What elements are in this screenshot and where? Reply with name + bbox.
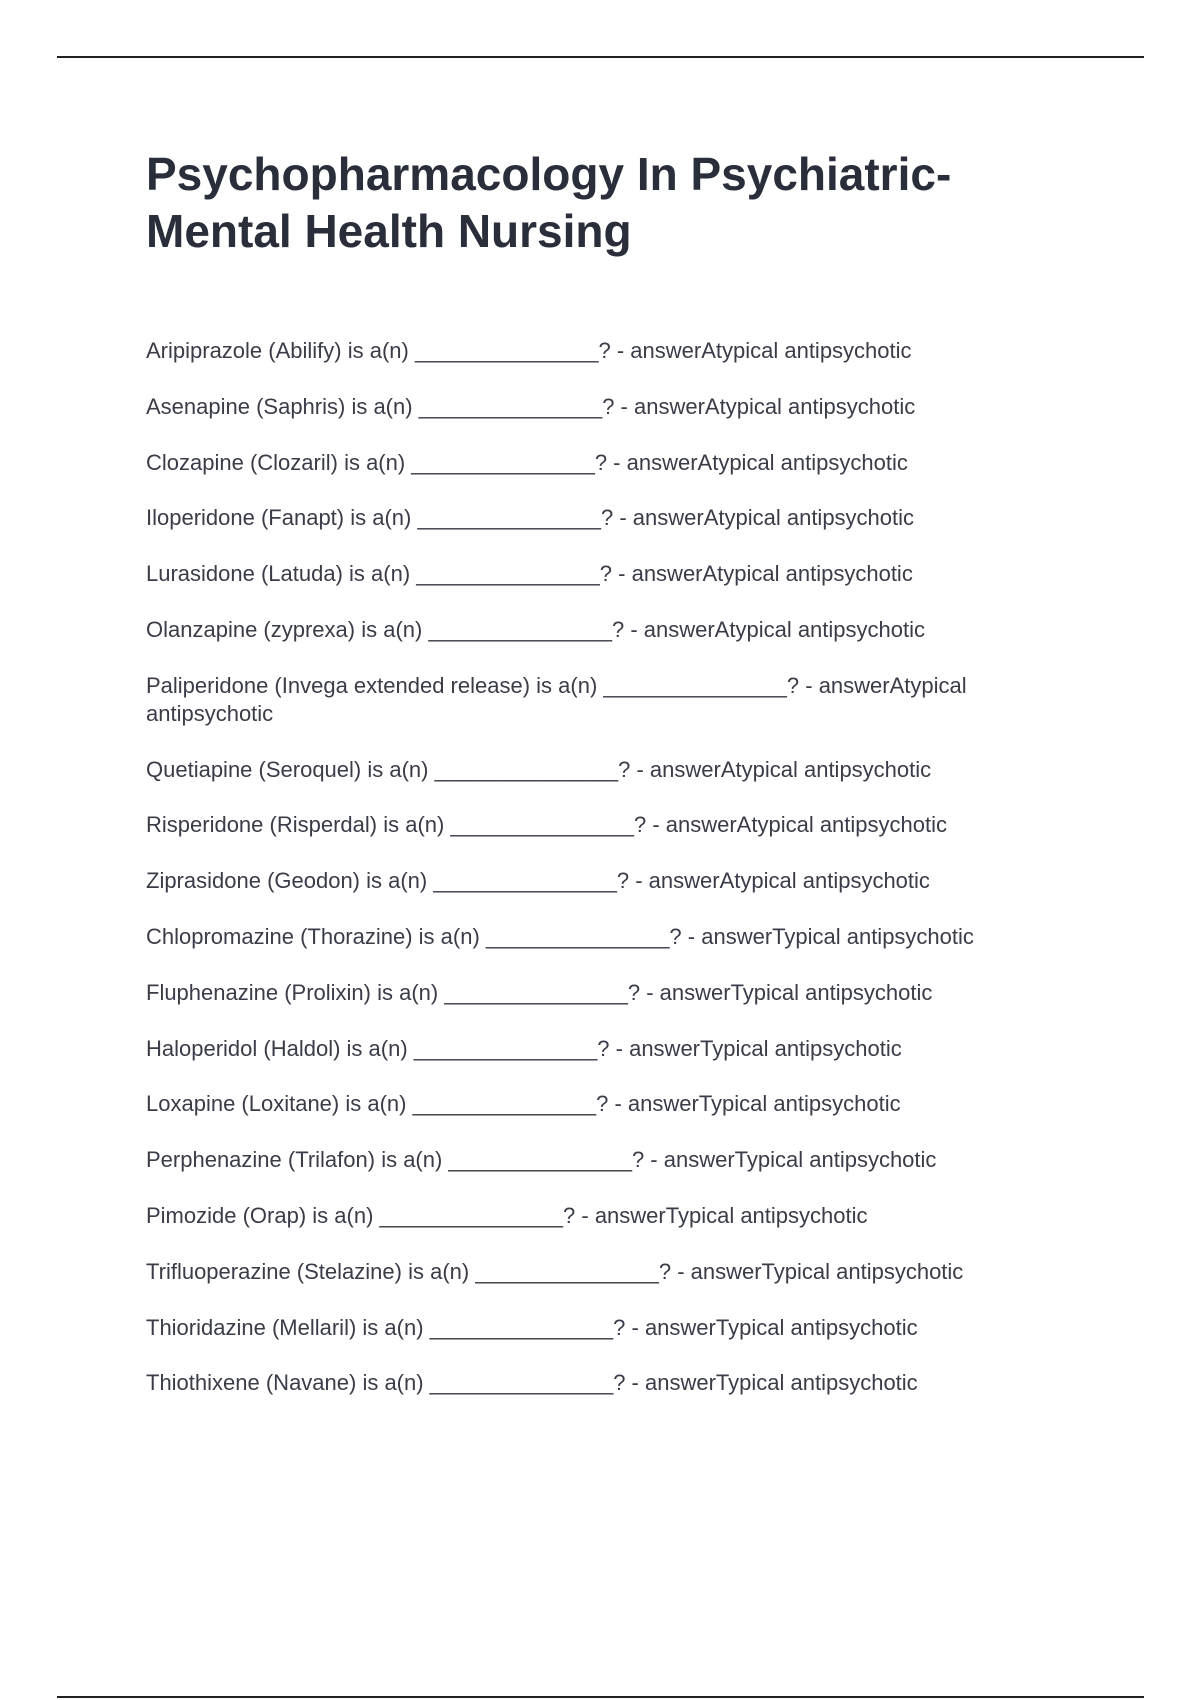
qa-item: Aripiprazole (Abilify) is a(n) _______________? - answerAtypical antipsychotic [146, 338, 912, 363]
top-divider [57, 56, 1144, 58]
question-answer-list [146, 337, 1076, 1425]
qa-item: Asenapine (Saphris) is a(n) _______________? - answerAtypical antipsychotic [146, 393, 916, 419]
qa-item: Chlopromazine (Thorazine) is a(n) _______________? - answerTypical antipsychotic [146, 923, 974, 949]
qa-item: Iloperidone (Fanapt) is a(n) _______________? - answerAtypical antipsychotic [146, 505, 915, 531]
qa-item: Quetiapine (Seroquel) is a(n) _______________? - answerAtypical antipsychotic [146, 756, 932, 782]
qa-item: Thioridazine (Mellaril) is a(n) _______________? - answerTypical antipsychotic [146, 1314, 918, 1340]
qa-item: Perphenazine (Trilafon) is a(n) _______________? - answerTypical antipsychotic [146, 1147, 937, 1173]
qa-item: Paliperidone (Invega extended release) is a(n) _______________? - answerAtypical antipsychotic [146, 672, 967, 726]
qa-item: Fluphenazine (Prolixin) is a(n) _______________? - answerTypical antipsychotic [146, 979, 933, 1005]
qa-item: Loxapine (Loxitane) is a(n) _______________? - answerTypical antipsychotic [146, 1091, 901, 1117]
qa-item: Haloperidol (Haldol) is a(n) _______________? - answerTypical antipsychotic [146, 1035, 902, 1061]
qa-item: Trifluoperazine (Stelazine) is a(n) _______________? - answerTypical antipsychotic [146, 1258, 964, 1284]
qa-item: Lurasidone (Latuda) is a(n) _______________? - answerAtypical antipsychotic [146, 561, 913, 587]
bottom-divider [57, 1696, 1144, 1698]
qa-item: Pimozide (Orap) is a(n) _______________? - answerTypical antipsychotic [146, 1202, 868, 1228]
document-title: Psychopharmacology In Psychiatric-Mental Health Nursing [146, 148, 952, 257]
qa-item: Olanzapine (zyprexa) is a(n) _______________? - answerAtypical antipsychotic [146, 616, 926, 642]
qa-item: Clozapine (Clozaril) is a(n) _______________? - answerAtypical antipsychotic [146, 449, 908, 475]
qa-item: Thiothixene (Navane) is a(n) _______________? - answerTypical antipsychotic [146, 1370, 918, 1396]
qa-item: Risperidone (Risperdal) is a(n) _______________? - answerAtypical antipsychotic [146, 812, 948, 838]
qa-item: Ziprasidone (Geodon) is a(n) _______________? - answerAtypical antipsychotic [146, 868, 930, 894]
